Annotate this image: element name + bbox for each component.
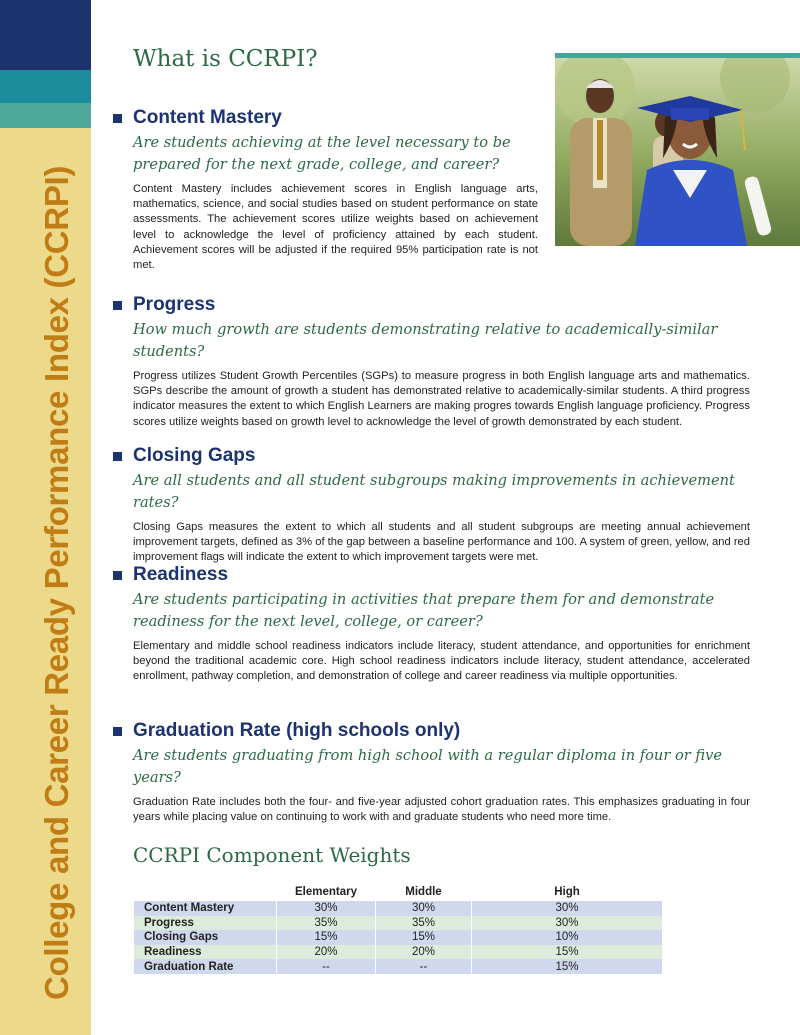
- cell-middle: 35%: [376, 916, 472, 931]
- row-label: Graduation Rate: [134, 959, 277, 974]
- section-title: Closing Gaps: [133, 445, 256, 466]
- section-title: Progress: [133, 294, 216, 315]
- row-label: Closing Gaps: [134, 930, 277, 945]
- bullet-icon: [113, 301, 122, 310]
- bullet-icon: [113, 571, 122, 580]
- section-question: How much growth are students demonstrating relative to academically-similar students?: [133, 321, 718, 360]
- section-question: Are students participating in activities that prepare them for and demonstrate readiness for the next level, college, or career?: [133, 591, 715, 630]
- table-row: [134, 959, 663, 974]
- cell-high: 10%: [472, 930, 663, 945]
- section-title: Graduation Rate (high schools only): [133, 720, 461, 741]
- bullet-icon: [113, 452, 122, 461]
- section-closing-gaps: [113, 445, 750, 566]
- section-question: Are students graduating from high school with a regular diploma in four or five years?: [133, 747, 722, 786]
- weights-table: [134, 885, 663, 974]
- table-row: [134, 901, 663, 916]
- row-label: Readiness: [134, 945, 277, 960]
- sidebar-band-navy: [0, 0, 91, 70]
- table-row: [134, 945, 663, 960]
- section-title: Content Mastery: [133, 107, 282, 128]
- section-progress: [113, 294, 750, 430]
- cell-high: 15%: [472, 959, 663, 974]
- section-readiness: [113, 564, 750, 685]
- row-label: Content Mastery: [134, 901, 277, 916]
- page-title: What is CCRPI?: [133, 46, 318, 72]
- weights-title: CCRPI Component Weights: [133, 843, 411, 867]
- cell-elementary: --: [277, 959, 376, 974]
- weights-header-row: [134, 885, 663, 901]
- cell-elementary: 20%: [277, 945, 376, 960]
- header-blank: [134, 885, 277, 901]
- cell-middle: 30%: [376, 901, 472, 916]
- table-row: [134, 916, 663, 931]
- section-question: Are students achieving at the level necessary to be prepared for the next grade, college, and career?: [133, 134, 511, 173]
- section-title: Readiness: [133, 564, 229, 585]
- table-row: [134, 930, 663, 945]
- row-label: Progress: [134, 916, 277, 931]
- cell-elementary: 15%: [277, 930, 376, 945]
- sidebar: [0, 0, 91, 1035]
- graduate-photo: [555, 58, 800, 246]
- section-body: Elementary and middle school readiness indicators include literacy, student attendance, and opportunities for enrichment beyond the traditional academic core. High school readiness indicators include literacy, student attendance, accelerated enrollment, pathway completion, and demonstration of college and career readiness via multiple opportunities.: [133, 640, 750, 683]
- section-question: Are all students and all student subgroups making improvements in achievement rates?: [133, 472, 735, 511]
- cell-middle: --: [376, 959, 472, 974]
- cell-elementary: 30%: [277, 901, 376, 916]
- sidebar-title: College and Career Ready Performance Index (CCRPI): [38, 165, 75, 1000]
- cell-middle: 15%: [376, 930, 472, 945]
- section-graduation-rate: [113, 720, 750, 825]
- bullet-icon: [113, 727, 122, 736]
- cell-high: 15%: [472, 945, 663, 960]
- cell-high: 30%: [472, 916, 663, 931]
- cell-elementary: 35%: [277, 916, 376, 931]
- sidebar-band-green: [0, 103, 91, 128]
- header-middle: Middle: [405, 886, 442, 898]
- section-content-mastery: [113, 107, 538, 273]
- section-body: Content Mastery includes achievement scores in English language arts, mathematics, science, and social studies based on student performance on state assessments. The achievement scores utilize weights based on achievement level to acknowledge the level of proficiency attained by each student. Achievement scores will be adjusted if the required 95% participation rate is not met.: [133, 183, 538, 272]
- section-body: Closing Gaps measures the extent to which all students and all student subgroups are meeting annual achievement improvement targets, defined as 3% of the gap between a baseline performance and 100. A system of green, yellow, and red improvement flags will indicate the extent to which improvement targets were met.: [133, 521, 750, 564]
- cell-high: 30%: [472, 901, 663, 916]
- bullet-icon: [113, 114, 122, 123]
- header-high: High: [554, 886, 580, 898]
- sidebar-band-teal: [0, 70, 91, 103]
- section-body: Progress utilizes Student Growth Percentiles (SGPs) to measure progress in both English language arts and mathematics. SGPs describe the amount of growth a student has demonstrated relative to academically-similar students. A third progress indicator measures the extent to which English Learners are making progres towards English language proficiency. Progress scores utilize weights based on growth level to acknowledge the level of growth demonstrated by each student.: [133, 370, 750, 428]
- section-body: Graduation Rate includes both the four- and five-year adjusted cohort graduation rates. This emphasizes graduating in four years while placing value on continuing to work with and graduate students who need more time.: [133, 796, 750, 824]
- cell-middle: 20%: [376, 945, 472, 960]
- header-elementary: Elementary: [294, 886, 357, 898]
